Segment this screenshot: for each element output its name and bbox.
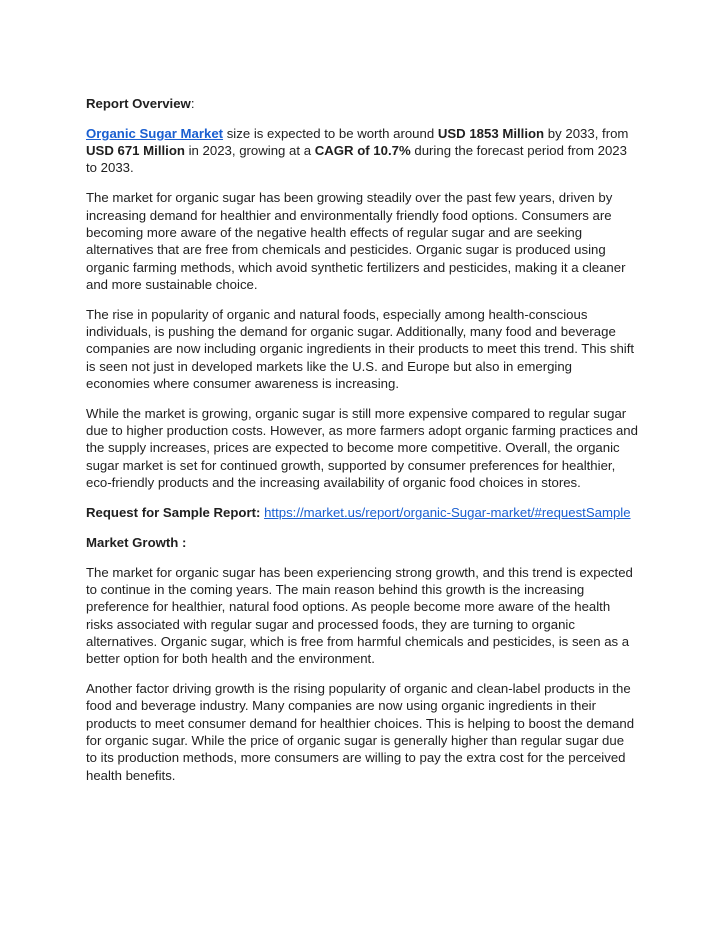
market-growth-heading xyxy=(86,534,638,551)
overview-paragraph-3: While the market is growing, organic sugar is still more expensive compared to regular sugar due to higher production costs. However, as more farmers adopt organic farming practices and the supply increases, prices are expected to become more competitive. Overall, the organic sugar market is set for continued growth, supported by consumer preferences for healthier, eco-friendly products and the increasing availability of organic food choices in stores. xyxy=(86,405,638,491)
intro-text-4: during the forecast period from 2023 to 2033. xyxy=(86,143,627,176)
intro-text-2: by 2033, from xyxy=(544,125,629,141)
sample-request-link[interactable]: https://market.us/report/organic-Sugar-market/#requestSample xyxy=(264,504,631,520)
report-overview-title: Report Overview xyxy=(86,96,191,111)
growth-paragraph-1: The market for organic sugar has been experiencing strong growth, and this trend is expected to continue in the coming years. The main reason behind this growth is the increasing preference for healthier, natural food options. As people become more aware of the health risks associated with regular sugar and processed foods, they are turning to organic alternatives. Organic sugar, which is free from harmful chemicals and pesticides, is seen as a better option for both health and the environment. xyxy=(86,564,633,667)
intro-text-3: in 2023, growing at a xyxy=(184,143,315,159)
market-growth-title: Market Growth : xyxy=(86,534,187,550)
cagr-value: CAGR of 10.7% xyxy=(314,143,411,159)
report-overview-heading xyxy=(86,95,638,112)
document-page xyxy=(86,95,638,796)
intro-text-1: size is expected to be worth around xyxy=(223,125,438,141)
overview-paragraph-2: The rise in popularity of organic and natural foods, especially among health-conscious individuals, is pushing the demand for organic sugar. Additionally, many food and beverage companies are now including organic ingredients in their products to meet this trend. This shift is seen not just in developed markets like the U.S. and Europe but also in emerging economies where consumer awareness is increasing. xyxy=(86,306,635,391)
sample-request-label: Request for Sample Report: xyxy=(86,504,261,520)
growth-paragraph-2: Another factor driving growth is the rising popularity of organic and clean-label products in the food and beverage industry. Many companies are now using organic ingredients in their products to meet consumer demand for healthier choices. This is helping to boost the demand for organic sugar. While the price of organic sugar is generally higher than regular sugar due to its production methods, more consumers are willing to pay the extra cost for the perceived health benefits. xyxy=(86,681,635,783)
intro-paragraph xyxy=(86,125,638,177)
report-overview-colon: : xyxy=(190,96,195,111)
market-value-2033: USD 1853 Million xyxy=(437,125,545,141)
organic-sugar-market-link[interactable]: Organic Sugar Market xyxy=(86,125,224,141)
overview-paragraph-1: The market for organic sugar has been growing steadily over the past few years, driven by increasing demand for healthier and environmentally friendly food options. Consumers are becoming more aware of the negative health effects of regular sugar and are seeking alternatives that are free from chemicals and pesticides. Organic sugar is produced using organic farming methods, which avoid synthetic fertilizers and pesticides, making it a cleaner and more sustainable choice. xyxy=(86,190,626,292)
sample-request-line xyxy=(86,504,638,521)
market-value-2023: USD 671 Million xyxy=(86,143,185,159)
